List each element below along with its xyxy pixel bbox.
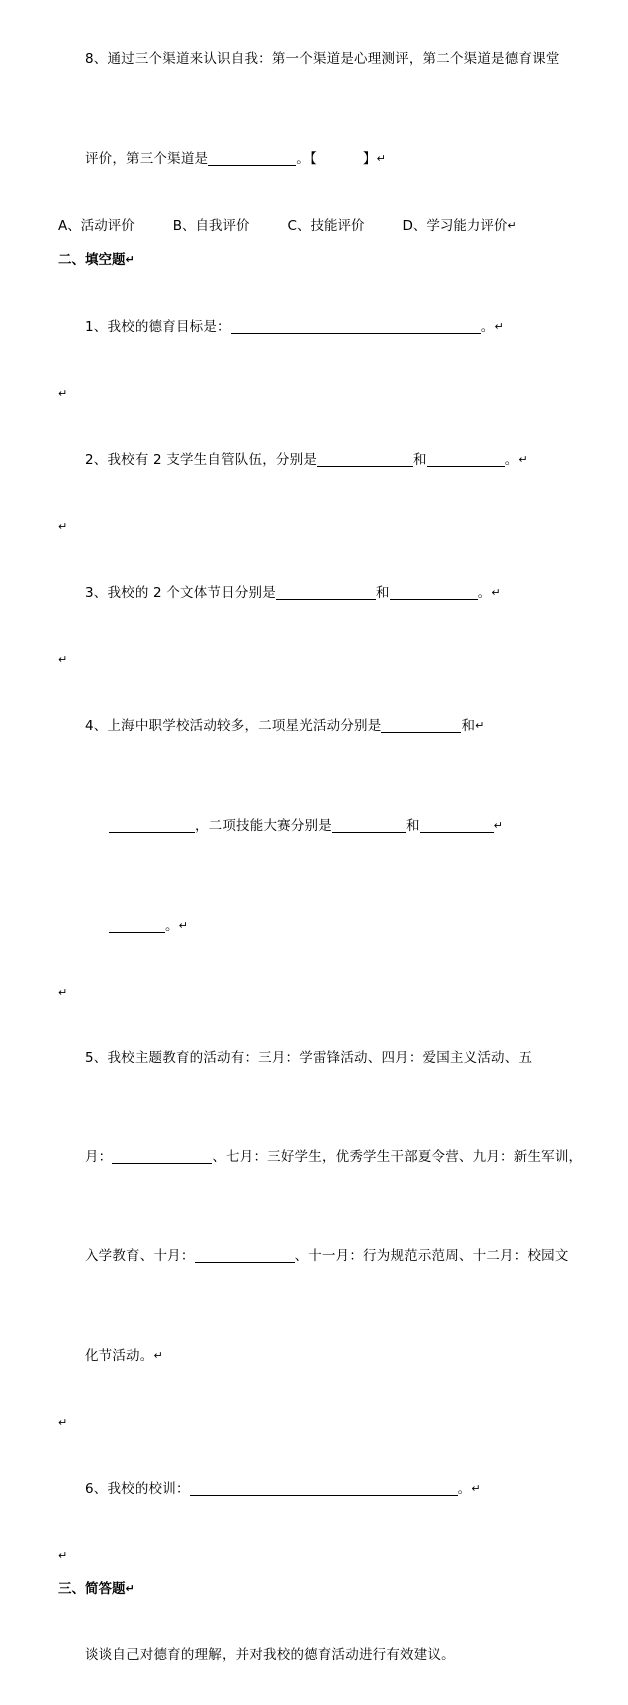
paragraph-mark-icon: ↵: [518, 453, 528, 466]
paragraph-mark-icon: ↵: [125, 253, 135, 266]
fill-item-2-suffix: 。: [504, 452, 519, 468]
answer-blank[interactable]: [109, 818, 195, 833]
fill-item-1: [58, 277, 598, 377]
answer-blank[interactable]: [420, 818, 494, 833]
question-8-line-2-prefix: 评价，第三个渠道是: [84, 151, 209, 167]
paragraph-mark-icon: ↵: [376, 152, 387, 165]
answer-blank[interactable]: [112, 1149, 212, 1164]
answer-blank[interactable]: [381, 718, 461, 733]
option-b[interactable]: B、自我评价: [172, 218, 250, 234]
fill-item-5-line-1: [58, 1009, 598, 1108]
answer-blank[interactable]: [276, 585, 376, 600]
option-d[interactable]: D、学习能力评价: [402, 218, 508, 234]
paragraph-mark-icon: ↵: [491, 586, 501, 599]
fill-item-2-prefix: 2、我校有 2 支学生自管队伍，分别是: [84, 452, 318, 468]
fill-item-3-middle: 和: [375, 585, 390, 601]
blank-line: [58, 1539, 598, 1572]
fill-item-4-middle: 和: [461, 718, 476, 734]
fill-item-3: [58, 543, 598, 643]
section-heading-short-answer: [58, 1572, 598, 1606]
paragraph-mark-icon: ↵: [178, 919, 189, 932]
fill-item-4-prefix: 4、上海中职学校活动较多，二项星光活动分别是: [84, 718, 382, 734]
paragraph-mark-icon: ↵: [58, 387, 68, 400]
answer-blank[interactable]: [427, 452, 505, 467]
document-body: [58, 10, 598, 1705]
section-heading-fill-in-blank: [58, 243, 598, 277]
question-8-line-2-end: 】: [362, 151, 377, 167]
fill-item-4-suffix: 。: [164, 918, 179, 934]
question-8-options: [58, 209, 598, 243]
blank-line: [58, 377, 598, 410]
paragraph-mark-icon: ↵: [153, 1349, 163, 1362]
fill-item-4-line2-middle: 和: [405, 818, 420, 834]
paragraph-mark-icon: ↵: [58, 520, 68, 533]
answer-blank[interactable]: [190, 1481, 458, 1496]
section-heading-short-answer-text: 三、简答题: [58, 1581, 126, 1597]
fill-item-1-prefix: 1、我校的德育目标是：: [84, 319, 231, 335]
question-8-line-1-text: 8、通过三个渠道来认识自我：第一个渠道是心理测评，第二个渠道是德育课堂: [84, 51, 560, 67]
paragraph-mark-icon: ↵: [58, 1549, 68, 1562]
fill-item-4-line2-prefix: ，二项技能大赛分别是: [194, 818, 332, 834]
fill-item-5-line-2-prefix: 月：: [84, 1149, 113, 1165]
answer-blank[interactable]: [208, 151, 296, 166]
paragraph-mark-icon: ↵: [58, 986, 68, 999]
paragraph-mark-icon: ↵: [507, 219, 517, 232]
option-a[interactable]: A、活动评价: [58, 218, 135, 234]
fill-item-5-line-4-text: 化节活动。: [84, 1348, 154, 1364]
answer-blank[interactable]: [332, 818, 406, 833]
fill-item-5-line-1-text: 5、我校主题教育的活动有：三月：学雷锋活动、四月：爱国主义活动、五: [84, 1050, 533, 1066]
answer-blank[interactable]: [231, 319, 481, 334]
fill-item-4-line-2: [58, 776, 598, 876]
answer-blank[interactable]: [317, 452, 413, 467]
blank-line: [58, 510, 598, 543]
answer-blank[interactable]: [195, 1248, 295, 1263]
fill-item-6-prefix: 6、我校的校训：: [84, 1481, 190, 1497]
paragraph-mark-icon: ↵: [58, 1416, 68, 1429]
fill-item-5-line-3: [58, 1207, 598, 1306]
section-3-question-text: 谈谈自己对德育的理解，并对我校的德育活动进行有效建议。: [84, 1647, 455, 1663]
fill-item-5-line-3-suffix: 、十一月：行为规范示范周、十二月：校园文: [294, 1248, 569, 1264]
blank-line: [58, 643, 598, 676]
fill-item-1-suffix: 。: [480, 319, 495, 335]
fill-item-3-prefix: 3、我校的 2 个文体节日分别是: [84, 585, 276, 601]
paragraph-mark-icon: ↵: [58, 653, 68, 666]
fill-item-5-line-3-prefix: 入学教育、十月：: [84, 1248, 195, 1264]
paragraph-mark-icon: ↵: [493, 819, 504, 832]
blank-line: [58, 1406, 598, 1439]
question-8-line-2: [58, 109, 598, 209]
section-3-question: [58, 1606, 598, 1705]
paragraph-mark-icon: ↵: [471, 1482, 481, 1495]
fill-item-4-line-1: [58, 676, 598, 776]
question-8-line-2-mid: 。【: [296, 151, 317, 167]
paragraph-mark-icon: ↵: [475, 719, 485, 732]
fill-item-2: [58, 410, 598, 510]
question-8-line-1: [58, 10, 598, 109]
fill-item-5-line-4: [58, 1306, 598, 1406]
answer-blank[interactable]: [390, 585, 478, 600]
paragraph-mark-icon: ↵: [494, 320, 504, 333]
fill-item-3-suffix: 。: [477, 585, 492, 601]
fill-item-6: [58, 1439, 598, 1539]
section-heading-fill-in-blank-text: 二、填空题: [58, 252, 126, 268]
fill-item-6-suffix: 。: [457, 1481, 472, 1497]
blank-line: [58, 976, 598, 1009]
paragraph-mark-icon: ↵: [125, 1582, 135, 1595]
answer-blank[interactable]: [109, 918, 165, 933]
fill-item-2-middle: 和: [413, 452, 427, 468]
fill-item-5-line-2: [58, 1108, 598, 1207]
fill-item-4-line-3: [58, 876, 598, 976]
option-c[interactable]: C、技能评价: [287, 218, 365, 234]
fill-item-5-line-2-suffix: 、七月：三好学生，优秀学生干部夏令营、九月：新生军训，: [212, 1149, 583, 1165]
